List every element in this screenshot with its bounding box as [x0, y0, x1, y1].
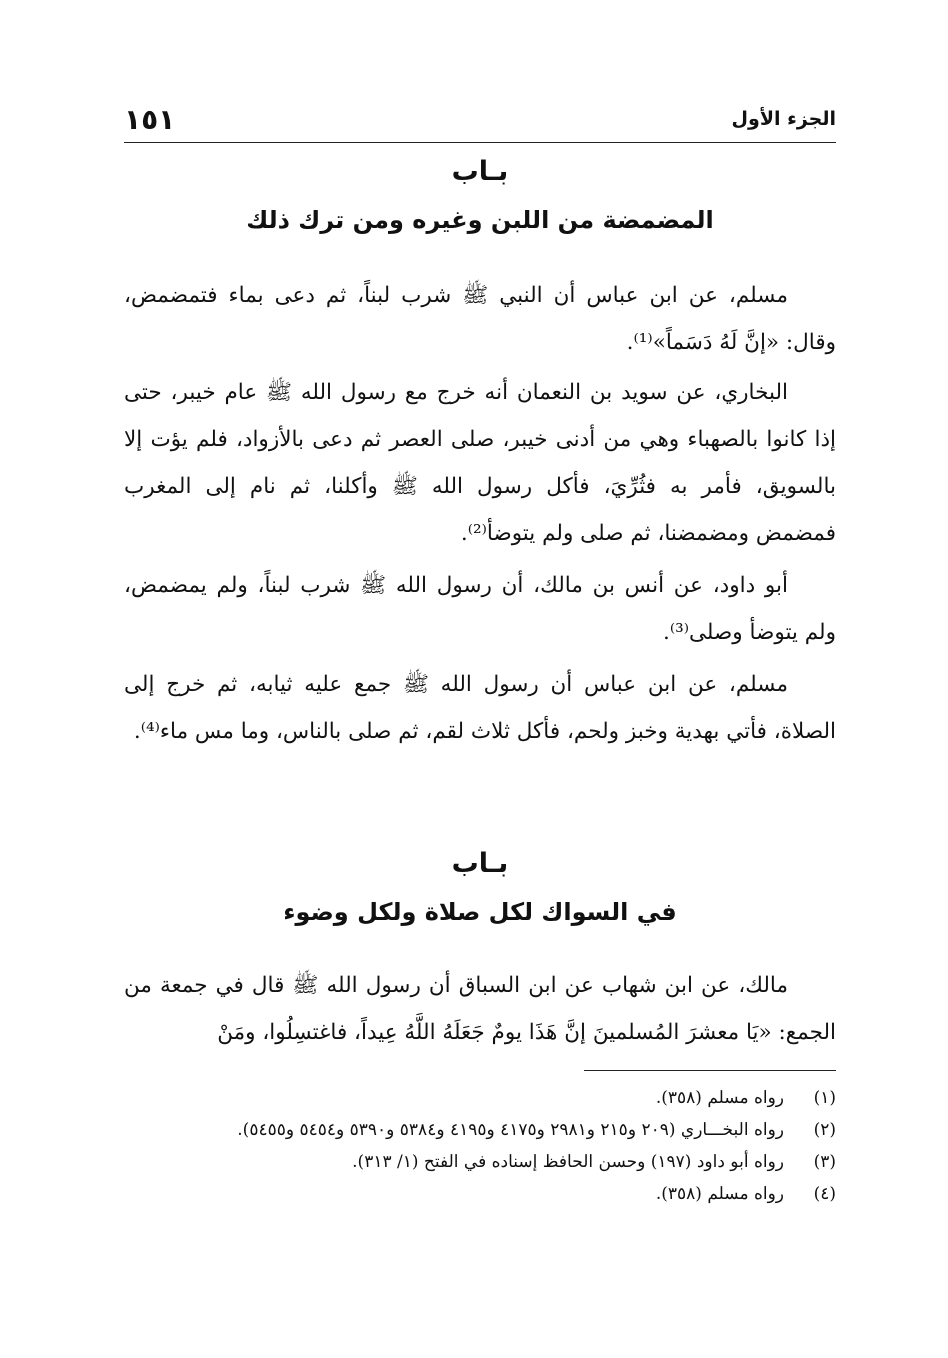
footnote	[124, 1084, 836, 1112]
paragraph: البخاري، عن سويد بن النعمان أنه خرج مع رسول الله ﷺ عام خيبر، حتى إذا كانوا بالصهباء وهي من أدنى خيبر، صلى العصر ثم دعى بالأزواد، فلم يؤت إلا بالسويق، فأمر به فثُرِّيَ، فأكل رسول الله ﷺ وأكلنا، ثم نام إلى المغرب فمضمض ومضمضنا، ثم صلى ولم يتوضأ⁽²⁾.	[124, 380, 836, 546]
footnote-divider	[584, 1070, 836, 1071]
footnote-text: رواه مسلم (٣٥٨).	[655, 1088, 784, 1108]
paragraph: مسلم، عن ابن عباس أن النبي ﷺ شرب لبناً، ثم دعى بماء فتمضمض، وقال: «إنَّ لَهُ دَسَماً»⁽¹⁾.	[124, 283, 836, 355]
footnote-text: رواه مسلم (٣٥٨).	[655, 1184, 784, 1204]
section-title: المضمضة من اللبن وغيره ومن ترك ذلك	[246, 206, 714, 234]
footnote	[124, 1148, 836, 1176]
section-heading: بـاب	[451, 156, 509, 187]
header-divider	[124, 142, 836, 143]
footnote-number: (٤)	[813, 1184, 836, 1204]
footnotes	[124, 1084, 836, 1212]
footnote-number: (٣)	[813, 1152, 836, 1172]
footnote-number: (٢)	[813, 1120, 836, 1140]
footnote-text: رواه أبو داود (١٩٧) وحسن الحافظ إسناده في الفتح (١/ ٣١٣).	[352, 1152, 784, 1172]
section-heading: بـاب	[451, 848, 509, 879]
running-header	[124, 96, 836, 140]
page-number: ١٥١	[124, 103, 176, 136]
paragraph: أبو داود، عن أنس بن مالك، أن رسول الله ﷺ شرب لبناً، ولم يمضمض، ولم يتوضأ وصلى⁽³⁾.	[124, 573, 836, 645]
footnote	[124, 1180, 836, 1208]
paragraph: مسلم، عن ابن عباس أن رسول الله ﷺ جمع عليه ثيابه، ثم خرج إلى الصلاة، فأتي بهدية وخبز ولحم، فأكل ثلاث لقم، ثم صلى بالناس، وما مس ماء⁽⁴⁾.	[124, 672, 836, 744]
footnote-number: (١)	[813, 1088, 836, 1108]
footnote-text: رواه البخـــاري (٢٠٩ و٢١٥ و٢٩٨١ و٤١٧٥ و٤١٩٥ و٥٣٨٤ و٥٣٩٠ و٥٤٥٤ و٥٤٥٥).	[237, 1120, 784, 1140]
section-title: في السواك لكل صلاة ولكل وضوء	[283, 898, 677, 926]
footnote	[124, 1116, 836, 1144]
paragraph: مالك، عن ابن شهاب عن ابن السباق أن رسول الله ﷺ قال في جمعة من الجمع: «يَا معشرَ المُسلمينَ إنَّ هَذَا يومٌ جَعَلَهُ اللَّهُ عِيداً، فاغتسِلُوا، ومَنْ	[124, 973, 836, 1045]
part-title: الجزء الأول	[731, 108, 836, 130]
